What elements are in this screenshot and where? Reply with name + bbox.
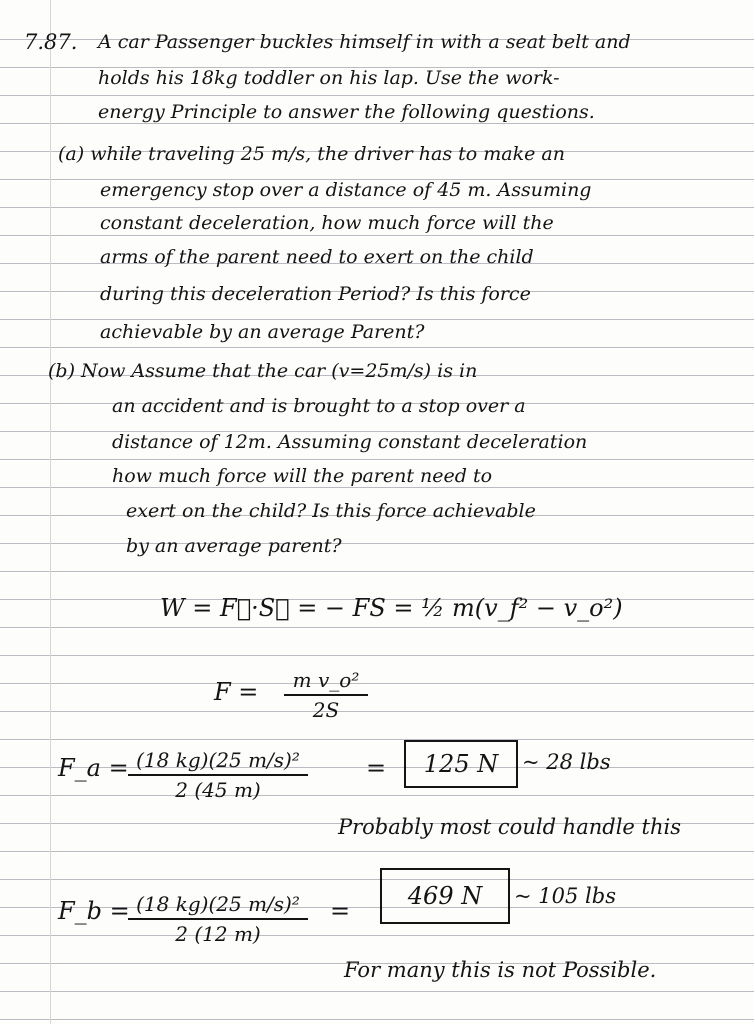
problem-number: 7.87. [24, 30, 78, 54]
force-formula-fraction [284, 668, 368, 722]
force-lhs: F = [214, 678, 259, 706]
force-formula-numerator: m v_o² [284, 668, 368, 696]
part-a-line-2: emergency stop over a distance of 45 m. Assuming [100, 179, 592, 201]
part-a-line-1: (a) while traveling 25 m/s, the driver has to make an [58, 143, 565, 165]
margin-line [50, 0, 51, 1024]
fb-fraction [128, 892, 308, 946]
part-b-line-5: exert on the child? Is this force achievable [126, 500, 536, 522]
fb-result-box: 469 N [380, 868, 510, 924]
problem-line-3: energy Principle to answer the following questions. [98, 101, 595, 123]
part-a-line-6: achievable by an average Parent? [100, 321, 425, 343]
work-energy-equation: W = F⃗·S⃗ = − FS = ½ m(v_f² − v_o²) [160, 594, 623, 622]
part-a-line-3: constant deceleration, how much force will the [100, 212, 554, 234]
fa-equals: = [366, 754, 387, 782]
fb-numerator: (18 kg)(25 m/s)² [128, 892, 308, 920]
part-a-line-5: during this deceleration Period? Is this force [100, 283, 531, 305]
part-b-line-3: distance of 12m. Assuming constant deceleration [112, 431, 588, 453]
fb-equals: = [330, 897, 351, 925]
fa-numerator: (18 kg)(25 m/s)² [128, 748, 308, 776]
fa-result-box: 125 N [404, 740, 518, 788]
part-a-line-4: arms of the parent need to exert on the child [100, 246, 534, 268]
fb-denominator: 2 (12 m) [175, 922, 261, 946]
fa-comment: Probably most could handle this [338, 815, 681, 839]
fa-approx: ~ 28 lbs [522, 750, 611, 774]
part-b-line-2: an accident and is brought to a stop over a [112, 395, 526, 417]
fa-label: F_a = [58, 754, 129, 782]
problem-line-1: A car Passenger buckles himself in with a seat belt and [98, 31, 631, 53]
fb-label: F_b = [58, 897, 130, 925]
fb-comment: For many this is not Possible. [344, 958, 657, 982]
part-b-line-4: how much force will the parent need to [112, 465, 493, 487]
problem-line-2: holds his 18kg toddler on his lap. Use the work- [98, 67, 560, 89]
part-b-line-6: by an average parent? [126, 535, 342, 557]
fa-denominator: 2 (45 m) [175, 778, 261, 802]
force-formula-denominator: 2S [312, 698, 340, 722]
part-b-line-1: (b) Now Assume that the car (v=25m/s) is in [48, 360, 478, 382]
fa-fraction [128, 748, 308, 802]
fb-approx: ~ 105 lbs [514, 884, 616, 908]
